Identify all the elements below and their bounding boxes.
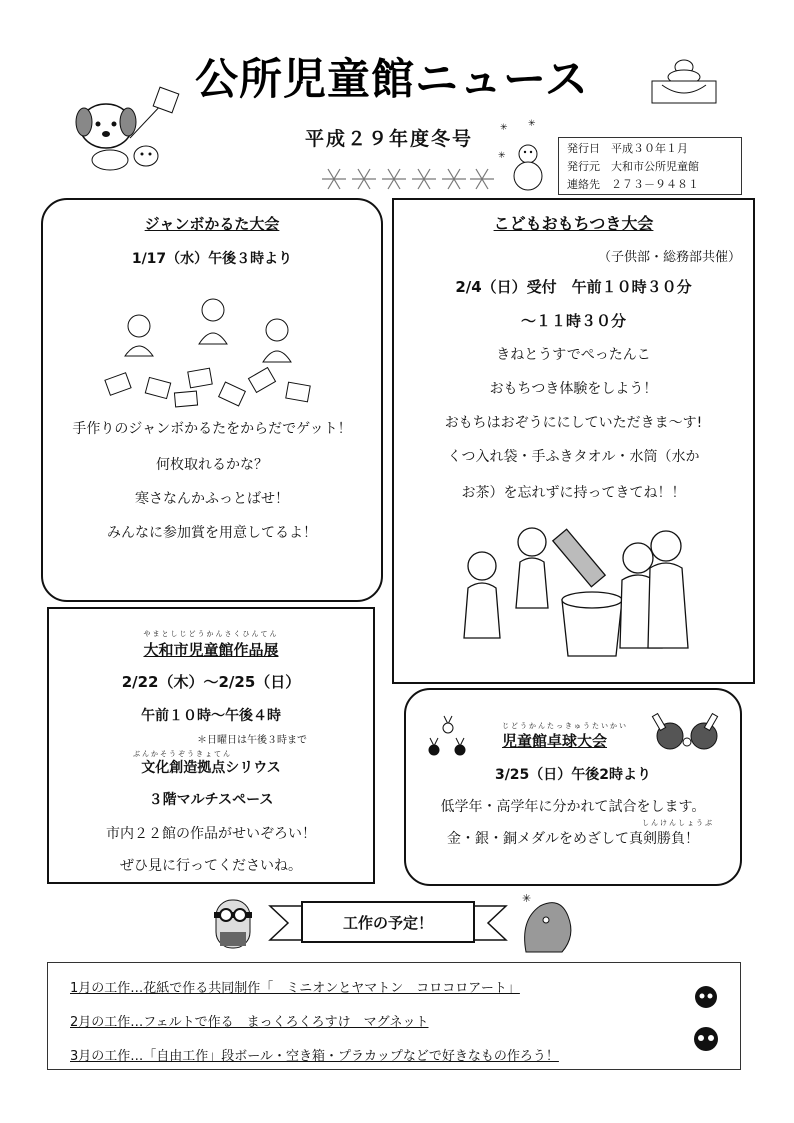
mochi-line-5: お茶）を忘れずに持ってきてね！！	[461, 485, 686, 501]
snowflake-icon	[320, 165, 496, 193]
publisher: 発行元 大和市公所児童館	[567, 160, 699, 173]
mochi-time-end: ～１１時３０分	[520, 312, 626, 330]
table-tennis-line-1: 低学年・高学年に分かれて試合をします。	[440, 799, 706, 815]
mochi-event-box	[392, 198, 755, 684]
soot-sprite-icon	[686, 981, 726, 1061]
craft-banner-label: 工作の予定！	[342, 914, 433, 932]
exhibition-line-2: ぜひ見に行ってくださいね。	[120, 858, 302, 874]
contact-phone: 連絡先 ２７３－９４８１	[567, 178, 699, 191]
svg-text:✳: ✳	[500, 123, 508, 133]
table-tennis-date: 3/25（日）午後2時より	[494, 767, 652, 783]
table-tennis-ruby: じどうかんたっきゅうたいかい	[502, 722, 628, 730]
exhibition-sunday-note: ＊日曜日は午後３時まで	[197, 735, 307, 746]
snowman-icon	[498, 118, 550, 194]
venue-ruby: ぶんかそうぞうきょてん	[133, 750, 232, 758]
issue-date: 発行日 平成３０年１月	[567, 142, 688, 155]
karuta-date: 1/17（水）午後３時より	[131, 251, 293, 267]
mochi-time-start: 2/4（日）受付 午前１０時３０分	[455, 278, 692, 296]
mascot-icon	[516, 890, 580, 956]
issue-subtitle: 平成２９年度冬号	[305, 128, 474, 150]
table-tennis-box	[404, 688, 742, 886]
ping-pong-paddle-icon	[652, 712, 722, 756]
karuta-title: ジャンボかるた大会	[144, 215, 280, 233]
mochi-line-4: くつ入れ袋・手ふきタオル・水筒（水か	[447, 449, 700, 465]
exhibition-hours: 午前１０時～午後４時	[141, 708, 281, 724]
medal-icon	[428, 716, 468, 764]
svg-text:✳: ✳	[528, 119, 536, 129]
page-title: 公所児童館ニュース	[195, 55, 589, 105]
craft-january: 1月の工作…花紙で作る共同制作「 ミニオンとヤマトン コロコロアート」	[70, 981, 520, 996]
mochi-line-3: おもちはおぞうににしていただきま～す!	[444, 415, 703, 431]
craft-march: 3月の工作…「自由工作」段ボール・空き箱・プラカップなどで好きなもの作ろう！	[70, 1049, 559, 1064]
karuta-line-3: 寒さなんかふっとばせ！	[135, 491, 289, 507]
mochi-cohost: （子供部・総務部共催）	[597, 250, 741, 265]
exhibition-venue: 文化創造拠点シリウス	[141, 760, 281, 776]
dog-with-kite-icon	[70, 88, 185, 178]
exhibition-line-1: 市内２２館の作品がせいぞろい！	[106, 826, 316, 842]
kagami-mochi-icon	[648, 55, 720, 107]
table-tennis-title: 児童館卓球大会	[502, 732, 608, 750]
children-playing-karuta-illustration	[101, 296, 321, 408]
table-tennis-ruby-2: しんけんしょうぶ	[642, 819, 714, 827]
mochi-title: こどもおもちつき大会	[493, 214, 654, 233]
svg-text:✳: ✳	[522, 892, 532, 905]
exhibition-title: 大和市児童館作品展	[143, 641, 279, 659]
table-tennis-line-2: 金・銀・銅メダルをめざして真剣勝負！	[447, 831, 699, 847]
karuta-line-1: 手作りのジャンボかるたをからだでゲット！	[72, 421, 352, 437]
mochi-line-2: おもちつき体験をしよう！	[489, 381, 658, 397]
exhibition-floor: ３階マルチスペース	[148, 792, 274, 808]
exhibition-ruby: やまとしじどうかんさくひんてん	[143, 630, 279, 638]
karuta-line-4: みんなに参加賞を用意してるよ！	[107, 525, 317, 541]
craft-schedule-box	[47, 962, 741, 1070]
publication-info	[558, 137, 742, 195]
mochi-line-1: きねとうすでぺったんこ	[496, 347, 651, 363]
exhibition-box	[47, 607, 375, 884]
exhibition-dates: 2/22（木）～2/25（日）	[121, 673, 301, 691]
karuta-event-box	[41, 198, 383, 602]
svg-text:✳: ✳	[498, 151, 506, 161]
karuta-line-2: 何枚取れるかな？	[156, 457, 268, 473]
craft-february: 2月の工作…フェルトで作る まっくろくろすけ マグネット	[70, 1015, 429, 1030]
mochi-pounding-illustration	[452, 518, 702, 658]
minion-icon	[210, 896, 256, 952]
